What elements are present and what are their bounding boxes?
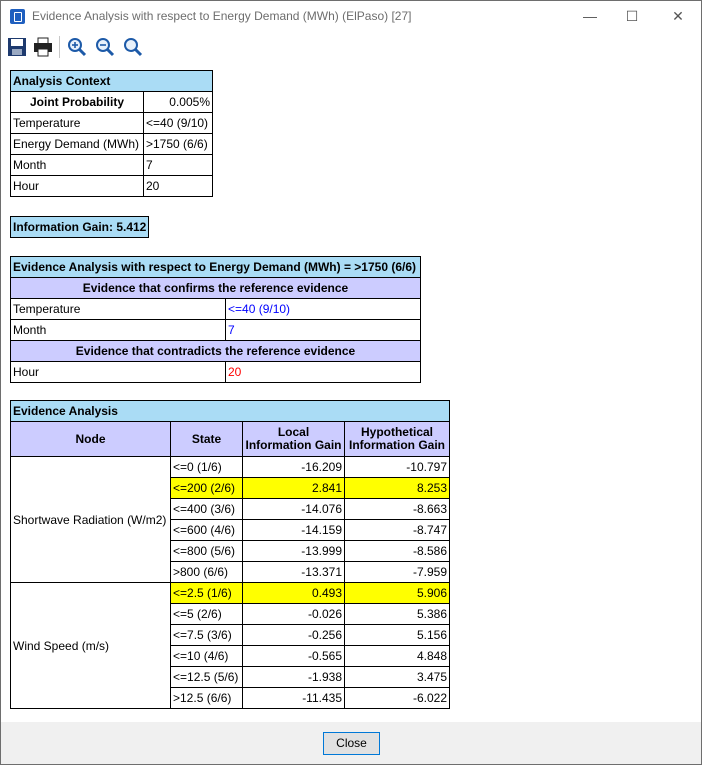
col-local-line1: Local [277,425,310,439]
local-gain-cell: -14.076 [243,499,345,520]
toolbar-separator [59,36,60,58]
title-bar [1,1,701,32]
hyp-gain-cell: -7.959 [345,562,450,583]
context-value: >1750 (6/6) [144,134,213,155]
context-value: 7 [144,155,213,176]
toolbar [1,32,701,62]
contradict-value: 20 [226,362,421,383]
local-gain-cell: 2.841 [243,478,345,499]
local-gain-cell: -14.159 [243,520,345,541]
context-label: Temperature [11,113,144,134]
context-value: 0.005% [144,92,213,113]
col-local-header [243,422,345,457]
state-cell: <=10 (4/6) [171,646,243,667]
local-gain-cell: -0.565 [243,646,345,667]
col-hyp-header [345,422,450,457]
analysis-context-table [10,70,213,197]
contradict-label: Hour [11,362,226,383]
local-gain-cell: -0.026 [243,604,345,625]
context-value: <=40 (9/10) [144,113,213,134]
confirm-label: Temperature [11,299,226,320]
dialog-footer [1,722,701,764]
state-cell: <=7.5 (3/6) [171,625,243,646]
state-cell: <=2.5 (1/6) [171,583,243,604]
contradicts-header: Evidence that contradicts the reference evidence [11,341,421,362]
col-state-header: State [171,422,243,457]
hyp-gain-cell: -8.747 [345,520,450,541]
hyp-gain-cell: 8.253 [345,478,450,499]
local-gain-cell: -11.435 [243,688,345,709]
zoom-in-icon[interactable] [67,37,87,57]
node-name: Shortwave Radiation (W/m2) [11,457,171,583]
local-gain-cell: -1.938 [243,667,345,688]
reference-evidence-table [10,256,421,383]
state-cell: <=600 (4/6) [171,520,243,541]
hyp-gain-cell: 3.475 [345,667,450,688]
state-cell: <=200 (2/6) [171,478,243,499]
local-gain-cell: 0.493 [243,583,345,604]
context-label: Hour [11,176,144,197]
zoom-out-icon[interactable] [95,37,115,57]
state-cell: <=400 (3/6) [171,499,243,520]
context-value: 20 [144,176,213,197]
information-gain-badge: Information Gain: 5.412 [10,216,149,238]
col-local-line2: Information Gain [245,438,342,452]
state-cell: <=800 (5/6) [171,541,243,562]
close-button[interactable]: Close [323,732,380,755]
save-icon[interactable] [7,37,27,57]
hyp-gain-cell: 5.906 [345,583,450,604]
context-label: Joint Probability [11,92,144,113]
window-title: Evidence Analysis with respect to Energy Demand (MWh) (ElPaso) [27] [32,9,412,23]
local-gain-cell: -13.371 [243,562,345,583]
local-gain-cell: -16.209 [243,457,345,478]
state-cell: <=0 (1/6) [171,457,243,478]
app-icon [10,9,25,24]
confirms-header: Evidence that confirms the reference evidence [11,278,421,299]
hyp-gain-cell: -6.022 [345,688,450,709]
report-content [1,62,701,722]
context-label: Month [11,155,144,176]
maximize-button[interactable]: ☐ [625,8,639,24]
state-cell: <=5 (2/6) [171,604,243,625]
hyp-gain-cell: 4.848 [345,646,450,667]
state-cell: <=12.5 (5/6) [171,667,243,688]
col-node-header: Node [11,422,171,457]
hyp-gain-cell: -8.663 [345,499,450,520]
close-window-button[interactable]: ✕ [672,8,684,24]
context-label: Energy Demand (MWh) [11,134,144,155]
node-name: Wind Speed (m/s) [11,583,171,709]
hyp-gain-cell: -10.797 [345,457,450,478]
state-cell: >800 (6/6) [171,562,243,583]
confirm-label: Month [11,320,226,341]
hyp-gain-cell: 5.386 [345,604,450,625]
hyp-gain-cell: -8.586 [345,541,450,562]
col-hyp-line1: Hypothetical [360,425,433,439]
reference-evidence-header: Evidence Analysis with respect to Energy Demand (MWh) = >1750 (6/6) [11,257,421,278]
evidence-analysis-header: Evidence Analysis [11,401,450,422]
state-cell: >12.5 (6/6) [171,688,243,709]
table-row [11,457,450,478]
analysis-context-header: Analysis Context [11,71,213,92]
local-gain-cell: -13.999 [243,541,345,562]
minimize-button[interactable]: — [583,8,597,24]
table-row [11,583,450,604]
hyp-gain-cell: 5.156 [345,625,450,646]
col-hyp-line2: Information Gain [349,438,445,452]
evidence-analysis-table [10,400,450,709]
print-icon[interactable] [33,37,53,57]
confirm-value: <=40 (9/10) [226,299,421,320]
local-gain-cell: -0.256 [243,625,345,646]
confirm-value: 7 [226,320,421,341]
zoom-fit-icon[interactable] [123,37,143,57]
